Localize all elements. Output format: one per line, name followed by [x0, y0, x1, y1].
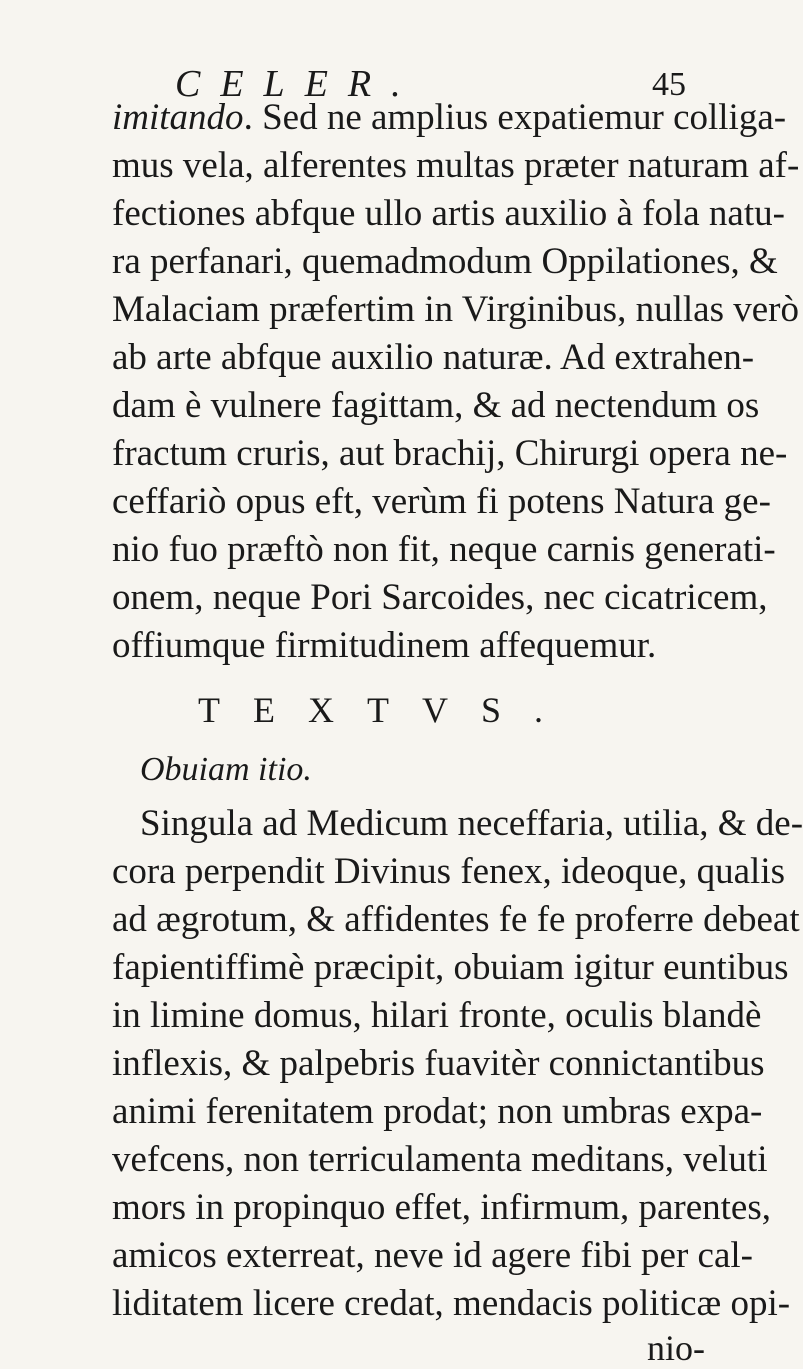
- page-number: 45: [652, 66, 686, 103]
- text-line: amicos exterreat, neve id agere fibi per cal-: [112, 1235, 753, 1276]
- italic-word: imitando: [112, 97, 244, 138]
- text-line: mus vela, alferentes multas præter naturam af-: [112, 145, 800, 186]
- line-rest: . Sed ne amplius expatiemur colliga-: [243, 97, 787, 138]
- text-line: fractum cruris, aut brachij, Chirurgi opera ne-: [112, 433, 788, 474]
- lemma: Obuiam itio.: [140, 751, 312, 788]
- text-line: fapientiffimè præcipit, obuiam igitur euntibus: [112, 947, 789, 988]
- text-line: ceffariò opus eft, verùm fi potens Natura ge-: [112, 481, 771, 522]
- text-line: inflexis, & palpebris fuavitèr connictantibus: [112, 1043, 765, 1084]
- text-line: onem, neque Pori Sarcoides, nec cicatricem,: [112, 577, 768, 618]
- running-title: CELER.: [175, 63, 421, 105]
- text-line: dam è vulnere fagittam, & ad nectendum os: [112, 385, 760, 426]
- text-line: animi ferenitatem prodat; non umbras expa-: [112, 1091, 763, 1132]
- text-line: ad ægrotum, & affidentes fe fe proferre debeat: [112, 899, 800, 940]
- text-line: Malaciam præfertim in Virginibus, nullas verò: [112, 289, 799, 330]
- text-line: liditatem licere credat, mendacis politicæ opi-: [112, 1283, 791, 1324]
- section-heading: TEXTVS.: [198, 690, 576, 730]
- text-line: cora perpendit Divinus fenex, ideoque, qualis: [112, 851, 785, 892]
- text-line: vefcens, non terriculamenta meditans, veluti: [112, 1139, 768, 1180]
- catchword: nio-: [647, 1328, 705, 1368]
- text-line: ab arte abfque auxilio naturæ. Ad extrahen-: [112, 337, 755, 378]
- text-line: ra perfanari, quemadmodum Oppilationes, &: [112, 241, 778, 282]
- text-line-last: offiumque firmitudinem affequemur.: [112, 625, 657, 666]
- text-line: in limine domus, hilari fronte, oculis blandè: [112, 995, 762, 1036]
- text-line: nio fuo præftò non fit, neque carnis generati-: [112, 529, 776, 570]
- text-line: fectiones abfque ullo artis auxilio à fola natu-: [112, 193, 785, 234]
- text-line: Singula ad Medicum neceffaria, utilia, & de-: [140, 803, 803, 844]
- text-line: [112, 93, 787, 142]
- text-line: mors in propinquo effet, infirmum, parentes,: [112, 1187, 772, 1228]
